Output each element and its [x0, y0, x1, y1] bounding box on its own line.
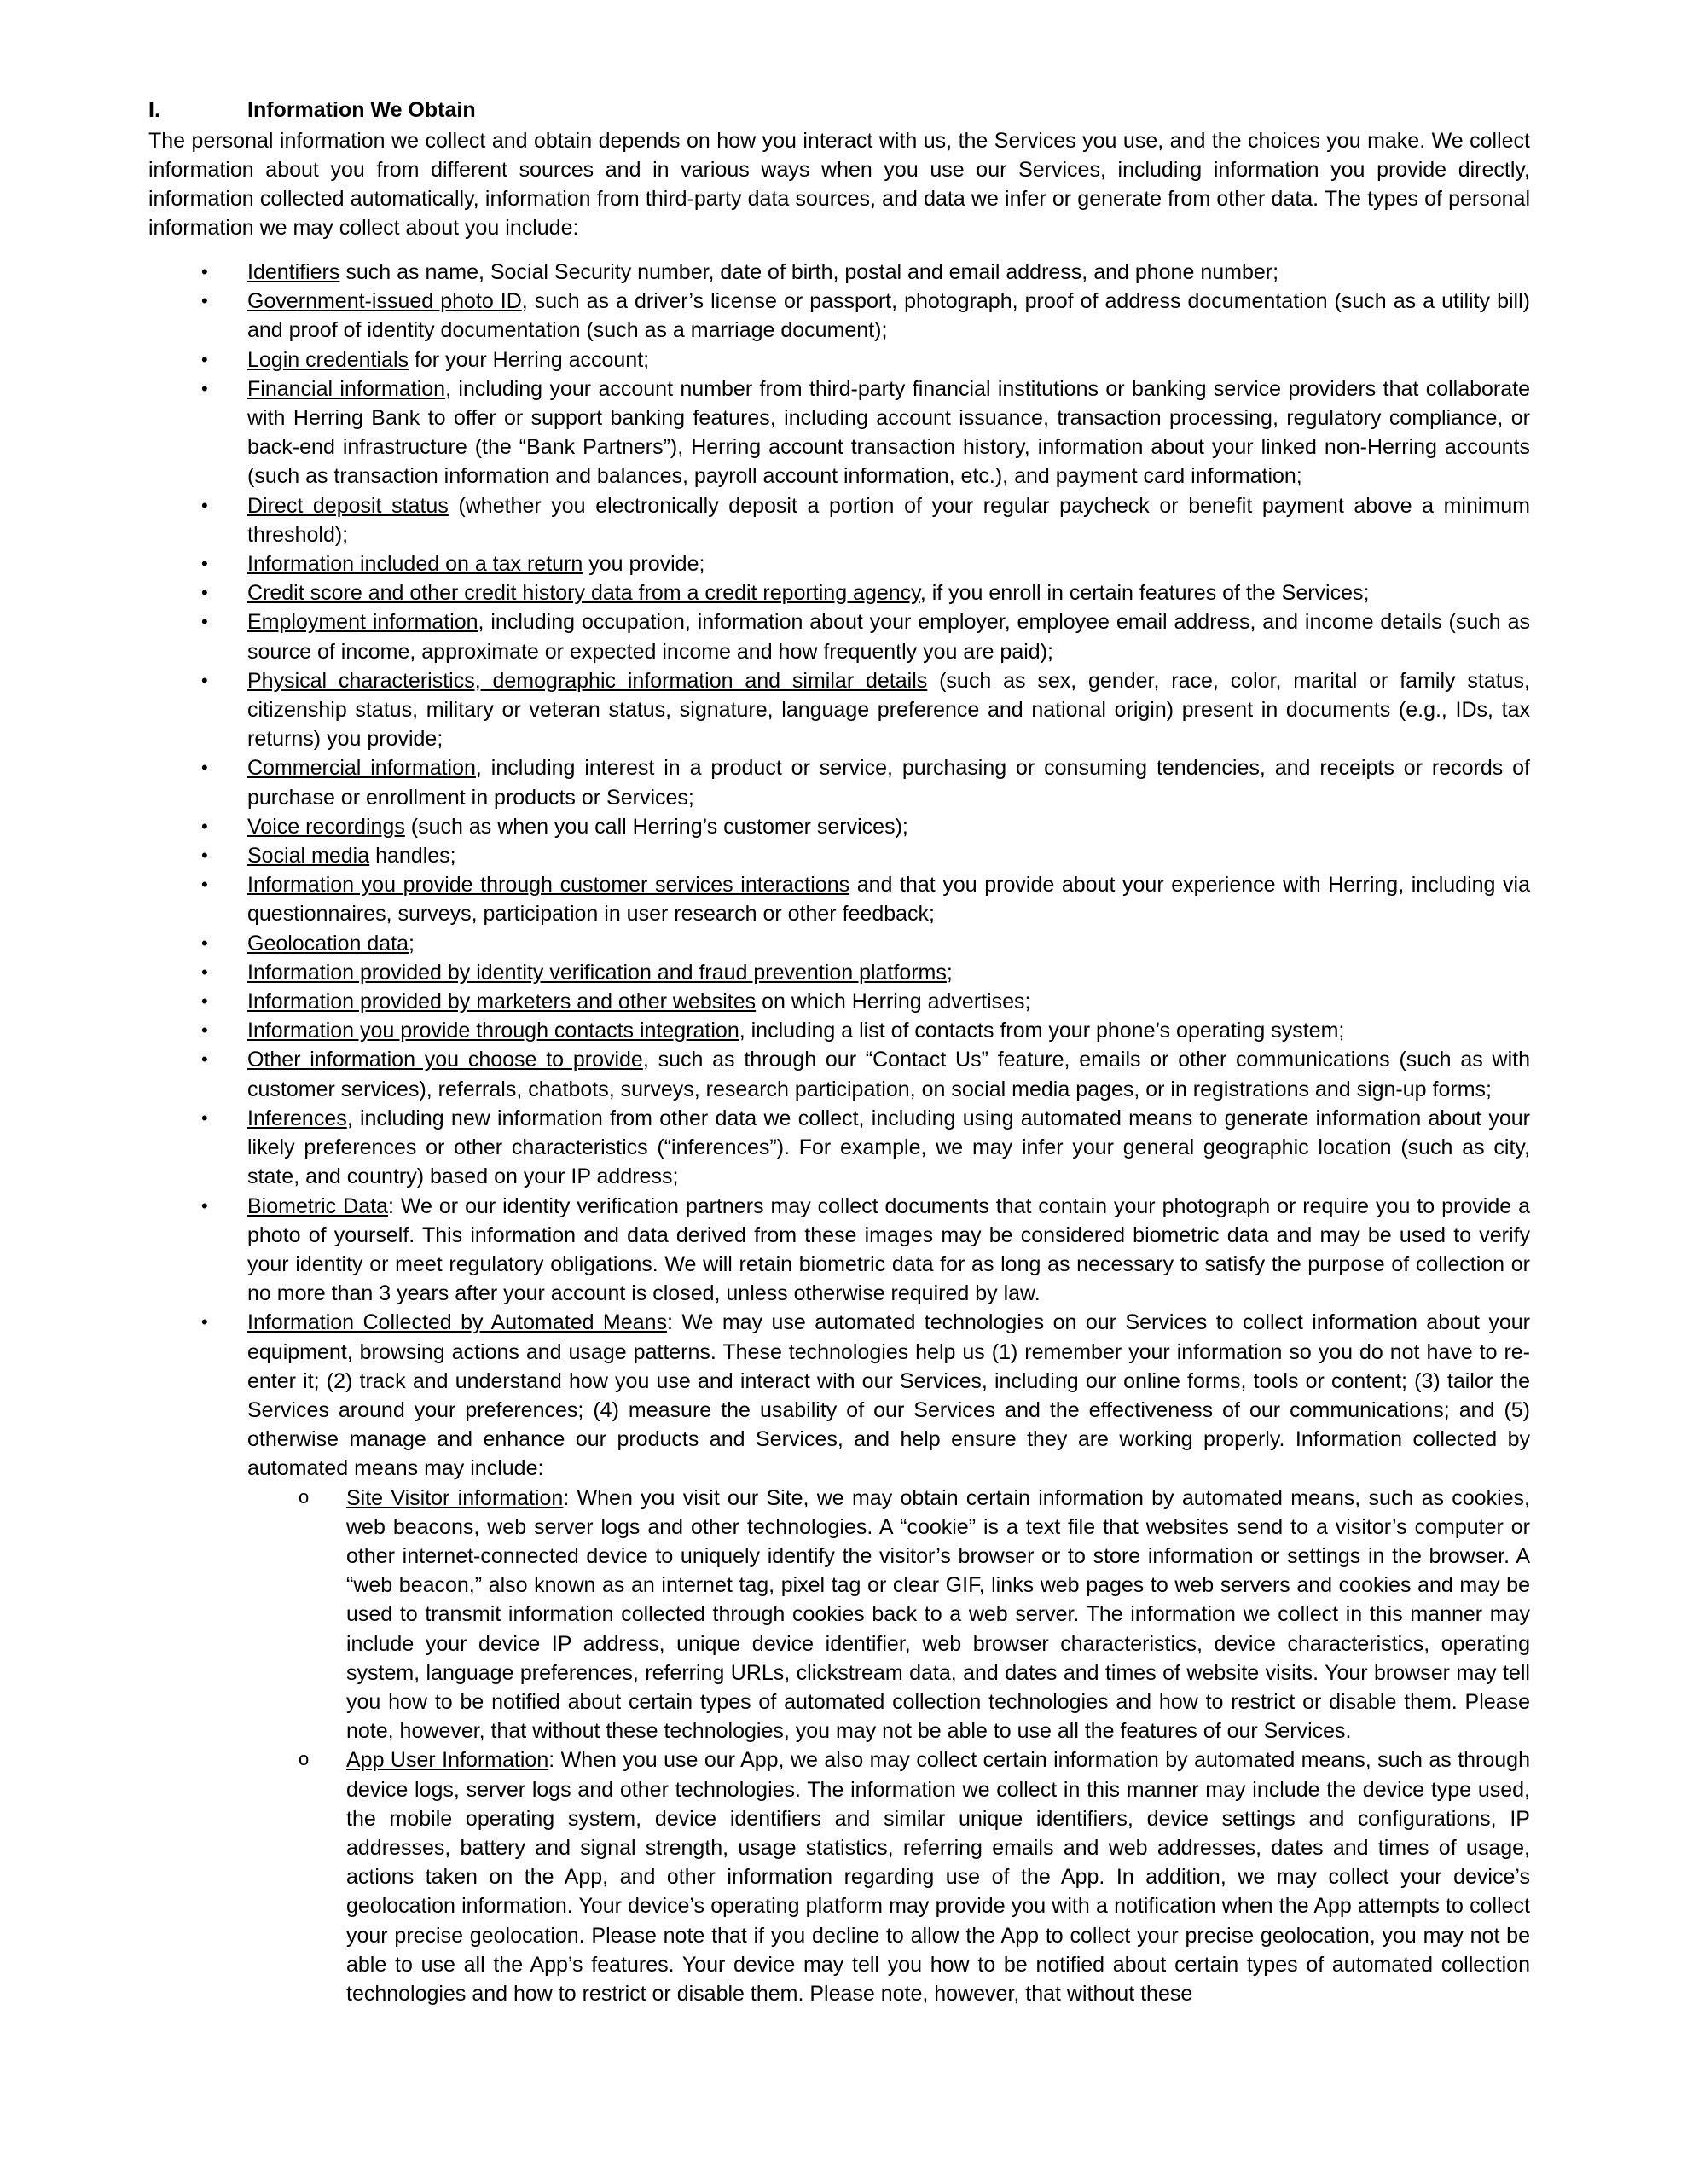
list-item-text: : We may use automated technologies on our Services to collect information about your equipment, browsing actions and usage patterns. These technologies help us (1) remember your information so you do not have to re-enter it; (2) track and understand how you use and interact with our Services, including our online forms, tools or content; (3) tailor the Services around your preferences; (4) measure the usability of our Services and the effectiveness of our communications; and (5) otherwise manage and enhance our products and Services, and help ensure they are working properly. Information collected by automated means may include: [247, 1310, 1530, 1481]
sub-list-item-text: : When you visit our Site, we may obtain certain information by automated means, such as cookies, web beacons, web server logs and other technologies. A “cookie” is a text file that websites send to a visitor’s computer or other internet-connected device to uniquely identify the visitor’s browser or to store information or settings in the browser. A “web beacon,” also known as an internet tag, pixel tag or clear GIF, links web pages to web servers and cookies and may be used to transmit information collected through cookies back to a web server. The information we collect in this manner may include your device IP address, unique device identifier, web browser characteristics, device characteristics, operating system, language preferences, referring URLs, clickstream data, and dates and times of website visits. Your browser may tell you how to be notified about certain types of automated collection technologies and how to restrict or disable them. Please note, however, that without these technologies, you may not be able to use all the features of our Services. [346, 1485, 1530, 1744]
list-item-term: Information Collected by Automated Means [247, 1310, 667, 1335]
bullet-icon: • [201, 961, 208, 983]
list-item-term: Inferences [247, 1106, 347, 1130]
section-heading [148, 96, 1530, 125]
list-item-term: Information included on a tax return [247, 552, 583, 577]
bullet-icon: • [201, 669, 208, 691]
bullet-icon: • [201, 611, 208, 633]
section-number: I. [148, 98, 160, 122]
bullet-icon: • [201, 377, 208, 399]
list-item-term: Employment information [247, 610, 478, 635]
list-item-biometric-data [148, 1192, 1530, 1309]
list-item-term: Biometric Data [247, 1194, 388, 1218]
list-item-term: Information provided by marketers and other websites [247, 990, 757, 1014]
list-item-text: ; [946, 960, 953, 985]
list-item-term: Geolocation data [247, 931, 409, 956]
list-item-inferences [148, 1104, 1530, 1192]
list-item-text: , including interest in a product or service, purchasing or consuming tendencies, and receipts or records of purchase or enrollment in products or Services; [247, 756, 1530, 810]
list-item-commercial-information [148, 753, 1530, 811]
list-item-information-included-on-a-tax-return [148, 549, 1530, 578]
list-item-text: : We or our identity verification partners may collect documents that contain your photograph or require you to provide a photo of yourself. This information and data derived from these images may be considered biometric data and may be used to verify your identity or meet regulatory obligations. We will retain biometric data for as long as necessary to satisfy the purpose of collection or no more than 3 years after your account is closed, unless otherwise required by law. [247, 1194, 1530, 1306]
list-item-term: Financial information [247, 376, 446, 401]
list-item-text: (whether you electronically deposit a portion of your regular paycheck or benefit payment above a minimum threshold); [247, 493, 1530, 547]
list-item-term: Information you provide through contacts integration [247, 1019, 739, 1043]
list-item-information-you-provide-through-customer [148, 870, 1530, 928]
bullet-icon: • [201, 553, 208, 575]
bullet-icon: • [201, 1019, 208, 1042]
list-item-physical-characteristics-demographic-inf [148, 666, 1530, 754]
list-item-term: Information you provide through customer services interactions [247, 873, 850, 897]
list-item-text: , including new information from other data we collect, including using automated means to generate information about your likely preferences or other characteristics (“inferences”). For example, we may infer your general geographic location (such as city, state, and country) based on your IP address; [247, 1106, 1530, 1189]
list-item-text: , if you enroll in certain features of the Services; [919, 581, 1370, 606]
list-item-government-issued-photo-id [148, 287, 1530, 345]
sub-list-item-app-user-information [247, 1745, 1530, 2008]
bullet-icon: • [201, 874, 208, 896]
sub-list-item-term: App User Information [346, 1748, 549, 1773]
list-item-text: , including occupation, information about your employer, employee email address, and income details (such as source of income, approximate or expected income and how frequently you are paid); [247, 610, 1530, 664]
list-item-direct-deposit-status [148, 491, 1530, 549]
bullet-icon: • [201, 1194, 208, 1217]
list-item-social-media [148, 841, 1530, 870]
bullet-icon: • [201, 582, 208, 604]
list-item-term: Information provided by identity verification and fraud prevention platforms [247, 960, 947, 985]
bullet-icon: • [201, 494, 208, 516]
circle-bullet-icon: o [299, 1485, 310, 1507]
bullet-icon: • [201, 1048, 208, 1071]
list-item-information-provided-by-marketers-and-ot [148, 987, 1530, 1016]
list-item-geolocation-data [148, 929, 1530, 958]
list-item-text: , including your account number from third-party financial institutions or banking service providers that collaborate with Herring Bank to offer or support banking features, including account issuance, transaction processing, regulatory compliance, or back-end infrastructure (the “Bank Partners”), Herring account transaction history, information about your linked non-Herring accounts (such as transaction information and balances, payroll account information, etc.), and payment card information; [247, 376, 1530, 489]
bullet-icon: • [201, 348, 208, 370]
list-item-employment-information [148, 607, 1530, 665]
bullet-icon: • [201, 1107, 208, 1129]
bullet-icon: • [201, 932, 208, 954]
list-item-term: Login credentials [247, 347, 409, 372]
list-item-term: Commercial information [247, 756, 476, 781]
bullet-icon: • [201, 1311, 208, 1333]
list-item-information-collected-by-automated-means [148, 1308, 1530, 2008]
list-item-text: such as name, Social Security number, date of birth, postal and email address, and phone number; [339, 260, 1279, 284]
list-item-text: on which Herring advertises; [756, 990, 1031, 1014]
list-item-text: for your Herring account; [409, 347, 650, 372]
bullet-icon: • [201, 290, 208, 312]
automated-means-sublist [247, 1484, 1530, 2009]
bullet-icon: • [201, 845, 208, 867]
bullet-icon: • [201, 261, 208, 282]
sub-list-item-text: : When you use our App, we also may collect certain information by automated means, such as through device logs, server logs and other technologies. The information we collect in this manner may include the device type used, the mobile operating system, device identifiers and similar unique identifiers, device settings and configurations, IP addresses, battery and signal strength, usage statistics, referring emails and web addresses, dates and times of usage, actions taken on the App, and other information regarding use of the App. In addition, we may collect your device’s geolocation information. Your device’s operating platform may provide you with a notification when the App attempts to collect your precise geolocation. Please note that if you decline to allow the App to collect your precise geolocation, you may not be able to use all the App’s features. Your device may tell you how to be notified about certain types of automated collection technologies and how to restrict or disable them. Please note, however, that without these [346, 1748, 1530, 2006]
sub-list-item-term: Site Visitor information [346, 1485, 564, 1510]
list-item-term: Direct deposit status [247, 493, 449, 518]
bullet-icon: • [201, 990, 208, 1013]
list-item-text: , such as through our “Contact Us” feature, emails or other communications (such as with customer services), referrals, chatbots, surveys, research participation, on social media pages, or in registrations and sign-up forms; [247, 1048, 1530, 1101]
list-item-text: (such as when you call Herring’s customer services); [404, 814, 908, 839]
list-item-term: Voice recordings [247, 814, 405, 839]
list-item-credit-score-and-other-credit-history-da [148, 578, 1530, 607]
bullet-icon: • [201, 815, 208, 837]
list-item-login-credentials [148, 346, 1530, 375]
list-item-other-information-you-choose-to-provide [148, 1045, 1530, 1103]
list-item-term: Credit score and other credit history data from a credit reporting agency [247, 581, 920, 606]
list-item-information-provided-by-identity-verific [148, 958, 1530, 987]
list-item-term: Identifiers [247, 260, 340, 284]
list-item-identifiers [148, 258, 1530, 287]
info-types-list [148, 258, 1530, 2008]
section-title: Information We Obtain [247, 98, 476, 122]
list-item-voice-recordings [148, 812, 1530, 841]
list-item-text: (such as sex, gender, race, color, marital or family status, citizenship status, military or veteran status, signature, language preference and national origin) present in documents (e.g., IDs, tax returns) you provide; [247, 668, 1530, 752]
list-item-financial-information [148, 375, 1530, 491]
intro-paragraph: The personal information we collect and obtain depends on how you interact with us, the Services you use, and the choices you make. We collect information about you from different sources and in various ways when you use our Services, including information you provide directly, information collected automatically, information from third-party data sources, and data we infer or generate from other data. The types of personal information we may collect about you include: [148, 129, 1530, 240]
circle-bullet-icon: o [299, 1748, 310, 1770]
list-item-information-you-provide-through-contacts [148, 1016, 1530, 1045]
sub-list-item-site-visitor-information [247, 1484, 1530, 1746]
list-item-text: you provide; [583, 552, 705, 577]
list-item-text: , such as a driver’s license or passport, photograph, proof of address documentation (such as a utility bill) and proof of identity documentation (such as a marriage document); [247, 289, 1530, 343]
list-item-term: Government-issued photo ID [247, 289, 522, 314]
list-item-text: ; [409, 931, 415, 956]
bullet-icon: • [201, 757, 208, 779]
list-item-text: and that you provide about your experience with Herring, including via questionnaires, surveys, participation in user research or other feedback; [247, 873, 1530, 926]
list-item-text: handles; [369, 844, 456, 868]
list-item-term: Physical characteristics, demographic information and similar details [247, 668, 928, 693]
list-item-term: Other information you choose to provide [247, 1048, 643, 1072]
list-item-text: , including a list of contacts from your phone’s operating system; [739, 1019, 1345, 1043]
list-item-term: Social media [247, 844, 370, 868]
